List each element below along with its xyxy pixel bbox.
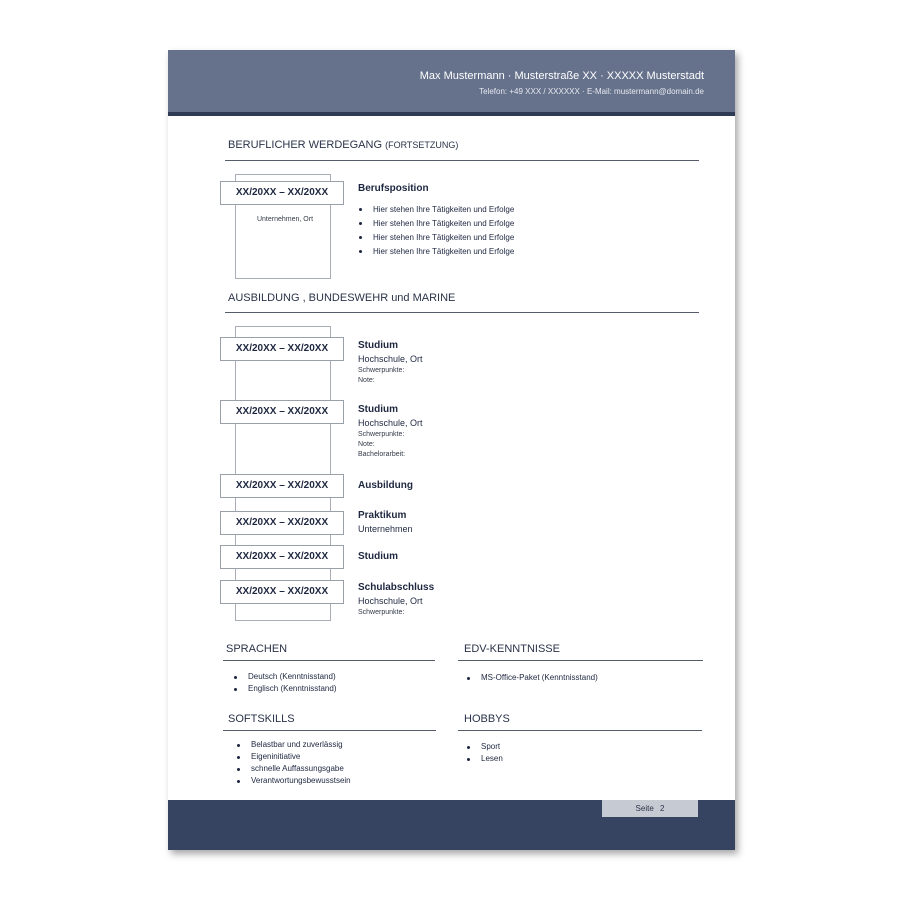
it-skills-title: EDV-KENNTNISSE bbox=[464, 643, 560, 655]
entry-subtitle: Hochschule, Ort bbox=[358, 596, 423, 606]
page-number: 2 bbox=[660, 804, 665, 813]
education-entry-6 bbox=[358, 581, 434, 618]
entry-title: Studium bbox=[358, 340, 398, 351]
entry-meta: Schwerpunkte: bbox=[358, 367, 405, 374]
list-item: Lesen bbox=[465, 753, 503, 765]
softskills-title: SOFTSKILLS bbox=[228, 713, 295, 725]
page-number-tab bbox=[602, 800, 698, 817]
hobbies-title: HOBBYS bbox=[464, 713, 510, 725]
timeline-line-left bbox=[235, 326, 236, 619]
list-item: Hier stehen Ihre Tätigkeiten und Erfolge bbox=[357, 203, 514, 217]
entry-subtitle: Hochschule, Ort bbox=[358, 354, 423, 364]
page-label: Seite bbox=[635, 804, 654, 813]
entry-meta: Schwerpunkte: bbox=[358, 609, 405, 616]
entry-meta: Schwerpunkte: bbox=[358, 431, 405, 438]
languages-list bbox=[232, 671, 337, 695]
education-date-box-1: XX/20XX – XX/20XX bbox=[220, 337, 344, 361]
entry-title: Ausbildung bbox=[358, 480, 413, 491]
education-date-box-2: XX/20XX – XX/20XX bbox=[220, 400, 344, 424]
list-item: Sport bbox=[465, 741, 503, 753]
it-skills-rule bbox=[458, 660, 703, 661]
list-item: Hier stehen Ihre Tätigkeiten und Erfolge bbox=[357, 231, 514, 245]
career-rule bbox=[225, 160, 699, 161]
entry-subtitle: Unternehmen bbox=[358, 524, 413, 534]
list-item: Deutsch (Kenntnisstand) bbox=[232, 671, 337, 683]
entry-title: Studium bbox=[358, 404, 398, 415]
career-bullet-list bbox=[357, 203, 514, 259]
softskills-rule bbox=[223, 730, 436, 731]
career-title-suffix: (FORTSETZUNG) bbox=[385, 140, 459, 150]
it-skills-list bbox=[465, 672, 598, 684]
entry-title: Studium bbox=[358, 551, 398, 562]
entry-meta: Note: bbox=[358, 377, 375, 384]
entry-title: Schulabschluss bbox=[358, 582, 435, 593]
entry-meta: Note: bbox=[358, 441, 375, 448]
languages-rule bbox=[223, 660, 435, 661]
education-entry-5 bbox=[358, 550, 398, 564]
list-item: Verantwortungsbewusstsein bbox=[235, 775, 351, 787]
education-rule bbox=[225, 312, 699, 313]
languages-title: SPRACHEN bbox=[226, 643, 288, 655]
career-company: Unternehmen, Ort bbox=[256, 216, 314, 223]
entry-subtitle: Hochschule, Ort bbox=[358, 418, 423, 428]
education-entry-1 bbox=[358, 339, 423, 386]
header-contact: Telefon: +49 XXX / XXXXXX · E-Mail: mustermann@domain.de bbox=[479, 87, 704, 96]
entry-title: Praktikum bbox=[358, 510, 407, 521]
career-date-box: XX/20XX – XX/20XX bbox=[220, 181, 344, 205]
career-entry bbox=[358, 182, 429, 196]
softskills-list bbox=[235, 739, 351, 787]
education-entry-3 bbox=[358, 479, 413, 493]
header-name-address: Max Mustermann · Musterstraße XX · XXXXX Musterstadt bbox=[419, 70, 704, 82]
education-entry-2 bbox=[358, 403, 423, 460]
education-date-box-6: XX/20XX – XX/20XX bbox=[220, 580, 344, 604]
resume-page bbox=[168, 50, 735, 850]
hobbies-rule bbox=[458, 730, 702, 731]
education-entry-4 bbox=[358, 509, 413, 536]
career-section-title bbox=[228, 139, 458, 151]
list-item: Hier stehen Ihre Tätigkeiten und Erfolge bbox=[357, 245, 514, 259]
list-item: Eigeninitiative bbox=[235, 751, 351, 763]
list-item: Englisch (Kenntnisstand) bbox=[232, 683, 337, 695]
career-title: BERUFLICHER WERDEGANG bbox=[228, 139, 383, 151]
education-date-box-5: XX/20XX – XX/20XX bbox=[220, 545, 344, 569]
list-item: MS-Office-Paket (Kenntnisstand) bbox=[465, 672, 598, 684]
career-position: Berufsposition bbox=[358, 183, 429, 194]
list-item: Belastbar und zuverlässig bbox=[235, 739, 351, 751]
education-date-box-3: XX/20XX – XX/20XX bbox=[220, 474, 344, 498]
list-item: schnelle Auffassungsgabe bbox=[235, 763, 351, 775]
entry-meta: Bachelorarbeit: bbox=[358, 451, 406, 458]
header-divider bbox=[168, 112, 735, 116]
education-date-box-4: XX/20XX – XX/20XX bbox=[220, 511, 344, 535]
education-section-title: AUSBILDUNG , BUNDESWEHR und MARINE bbox=[228, 292, 456, 304]
list-item: Hier stehen Ihre Tätigkeiten und Erfolge bbox=[357, 217, 514, 231]
hobbies-list bbox=[465, 741, 503, 765]
page-header bbox=[168, 50, 735, 112]
